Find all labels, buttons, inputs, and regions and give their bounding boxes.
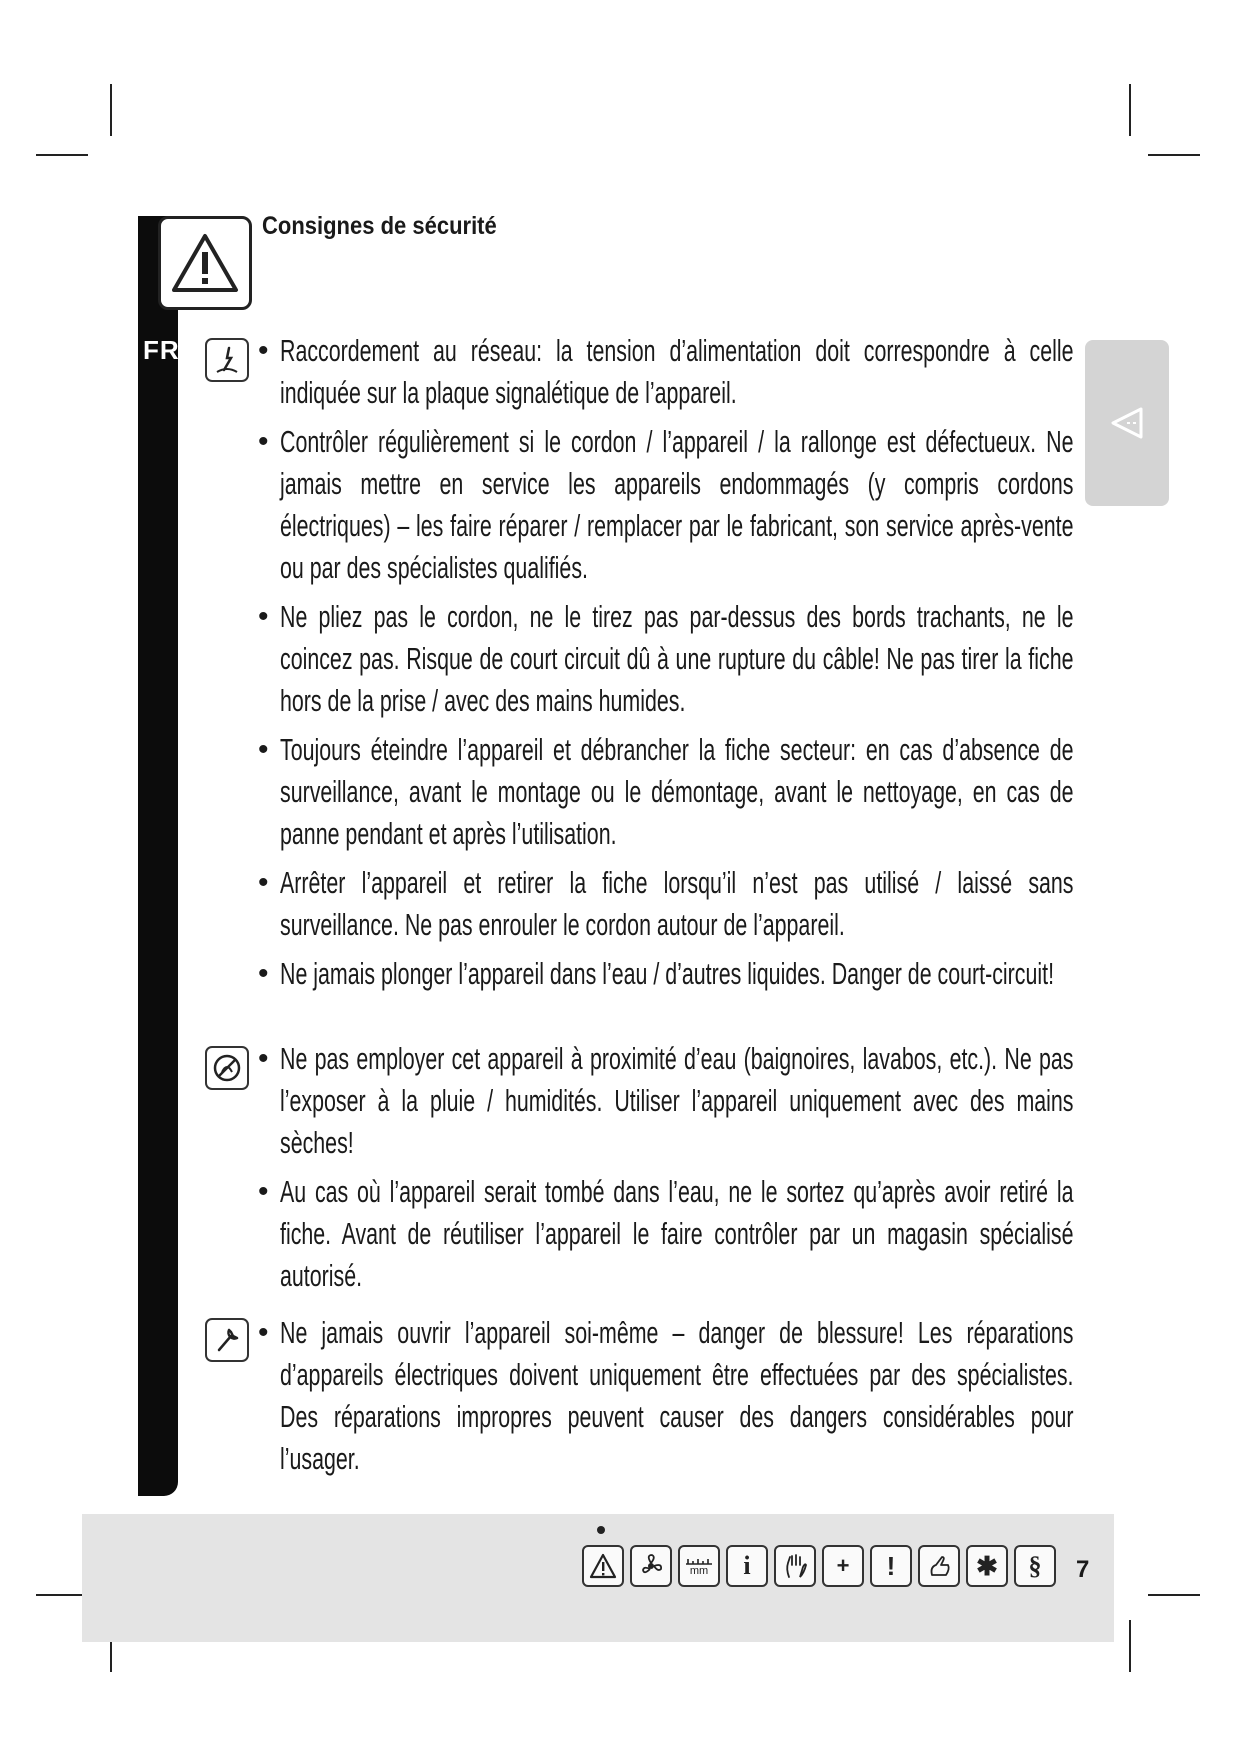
info-icon[interactable]: i xyxy=(726,1545,768,1587)
crop-mark xyxy=(110,84,112,136)
ruler-mm-icon[interactable]: mm xyxy=(678,1545,720,1587)
crop-mark xyxy=(36,154,88,156)
asterisk-icon[interactable]: ✱ xyxy=(966,1545,1008,1587)
list-item: • Toujours éteindre l’appareil et débrancher la fiche secteur: en cas d’absence de surveillance, avant le montage ou le démontage, avant le nettoyage, en cas de panne pendant et après l’utilisation. xyxy=(258,729,1088,855)
crop-mark xyxy=(1148,1594,1200,1596)
section-nav xyxy=(582,1545,1056,1587)
section-icon[interactable]: § xyxy=(1014,1545,1056,1587)
crop-mark xyxy=(36,1594,88,1596)
warning-icon[interactable] xyxy=(582,1545,624,1587)
crop-mark xyxy=(1129,84,1131,136)
bullet-list xyxy=(258,1038,1088,1304)
list-item: • Ne pas employer cet appareil à proximité d’eau (baignoires, lavabos, etc.). Ne pas l’exposer à la pluie / humidités. Utiliser l’appareil uniquement avec des mains sèches! xyxy=(258,1038,1088,1164)
active-indicator xyxy=(597,1526,605,1534)
no-water-icon xyxy=(205,1046,249,1090)
crop-mark xyxy=(1129,1620,1131,1672)
language-label: FR xyxy=(143,335,180,365)
plus-grid-icon[interactable]: + xyxy=(822,1545,864,1587)
bullet-list xyxy=(258,1312,1088,1487)
list-item: • Au cas où l’appareil serait tombé dans l’eau, ne le sortez qu’après avoir retiré la fiche. Avant de réutiliser l’appareil le faire contrôler par un magasin spécialisé autorisé. xyxy=(258,1171,1088,1297)
back-arrow-icon xyxy=(1107,403,1147,443)
crop-mark xyxy=(1148,154,1200,156)
sidebar xyxy=(138,216,178,1496)
bullet-list xyxy=(258,330,1088,1002)
page-number: 7 xyxy=(1076,1556,1090,1583)
list-item: • Contrôler régulièrement si le cordon / l’appareil / la rallonge est défectueux. Ne jamais mettre en service les appareils endommagés (y compris cordons électriques) – les faire réparer / remplacer par le fabricant, son service après-vente ou par des spécialistes qualifiés. xyxy=(258,421,1088,589)
plug-cable-icon xyxy=(205,338,249,382)
fan-icon[interactable] xyxy=(630,1545,672,1587)
hand-icon[interactable] xyxy=(774,1545,816,1587)
list-item: • Ne jamais plonger l’appareil dans l’eau / d’autres liquides. Danger de court-circuit! xyxy=(258,953,1088,995)
exclamation-icon[interactable]: ! xyxy=(870,1545,912,1587)
list-item: • Ne pliez pas le cordon, ne le tirez pas par-dessus des bords trachants, ne le coincez pas. Risque de court circuit dû à une rupture du câble! Ne pas tirer la fiche hors de la prise / avec des mains humides. xyxy=(258,596,1088,722)
list-item: • Ne jamais ouvrir l’appareil soi-même – danger de blessure! Les réparations d’appareils électriques doivent uniquement être effectuées par des spécialistes. Des réparations impropres peuvent causer des dangers considérables pour l’usager. xyxy=(258,1312,1088,1480)
list-item: • Raccordement au réseau: la tension d’alimentation doit correspondre à celle indiquée sur la plaque signalétique de l’appareil. xyxy=(258,330,1088,414)
warning-icon xyxy=(158,216,252,310)
list-item: • Arrêter l’appareil et retirer la fiche lorsqu’il n’est pas utilisé / laissé sans surveillance. Ne pas enrouler le cordon autour de l’appareil. xyxy=(258,862,1088,946)
page-title: Consignes de sécurité xyxy=(262,212,497,240)
pointing-hand-icon[interactable] xyxy=(918,1545,960,1587)
wrench-icon xyxy=(205,1318,249,1362)
